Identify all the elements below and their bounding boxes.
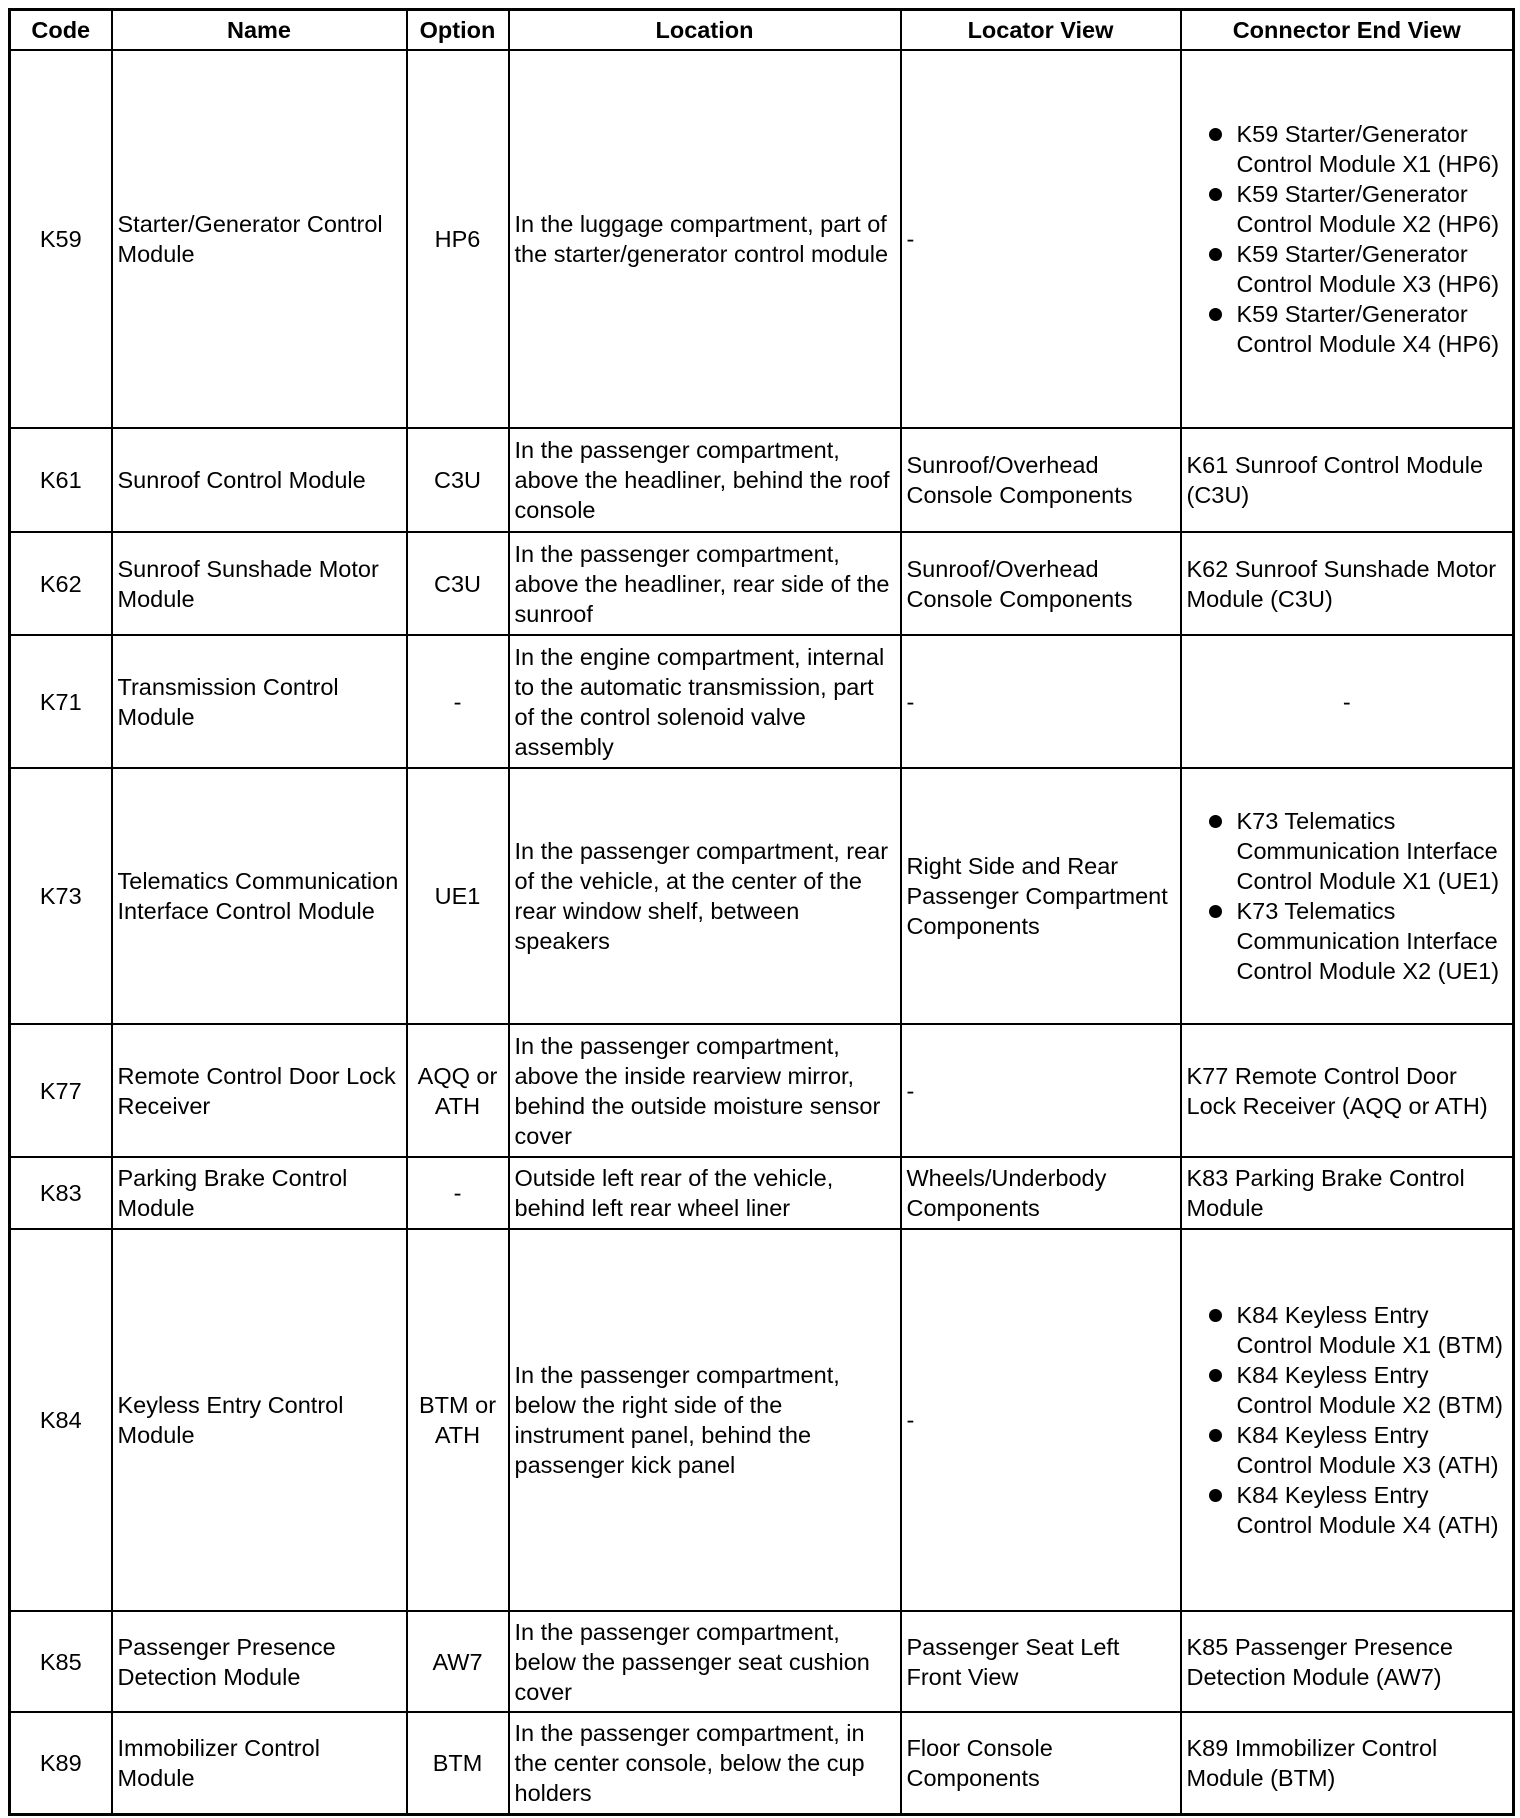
option-cell: HP6 bbox=[407, 50, 509, 428]
header-code: Code bbox=[10, 10, 112, 51]
table-row bbox=[10, 532, 1514, 635]
connector-item: K84 Keyless Entry Control Module X2 (BTM) bbox=[1208, 1360, 1508, 1420]
name-cell: Transmission Control Module bbox=[112, 635, 407, 768]
connector-item: K73 Telematics Communication Interface Control Module X2 (UE1) bbox=[1208, 896, 1508, 986]
connector-item: K59 Starter/Generator Control Module X3 (HP6) bbox=[1208, 239, 1508, 299]
option-cell: - bbox=[407, 635, 509, 768]
table-row bbox=[10, 1611, 1514, 1712]
table-row bbox=[10, 428, 1514, 532]
table-row bbox=[10, 1024, 1514, 1157]
table-row bbox=[10, 50, 1514, 428]
code-cell: K71 bbox=[10, 635, 112, 768]
connector-item: K59 Starter/Generator Control Module X1 (HP6) bbox=[1208, 119, 1508, 179]
location-cell: In the passenger compartment, below the right side of the instrument panel, behind the passenger kick panel bbox=[509, 1229, 901, 1611]
name-cell: Sunroof Sunshade Motor Module bbox=[112, 532, 407, 635]
connector-end-view-cell: K77 Remote Control Door Lock Receiver (AQQ or ATH) bbox=[1181, 1024, 1514, 1157]
location-cell: Outside left rear of the vehicle, behind left rear wheel liner bbox=[509, 1157, 901, 1229]
name-cell: Telematics Communication Interface Control Module bbox=[112, 768, 407, 1024]
location-cell: In the passenger compartment, in the center console, below the cup holders bbox=[509, 1712, 901, 1814]
name-cell: Immobilizer Control Module bbox=[112, 1712, 407, 1814]
connector-end-view-cell: K83 Parking Brake Control Module bbox=[1181, 1157, 1514, 1229]
connector-item: K84 Keyless Entry Control Module X1 (BTM) bbox=[1208, 1300, 1508, 1360]
connector-item: K84 Keyless Entry Control Module X3 (ATH) bbox=[1208, 1420, 1508, 1480]
code-cell: K89 bbox=[10, 1712, 112, 1814]
location-cell: In the passenger compartment, above the inside rearview mirror, behind the outside moisture sensor cover bbox=[509, 1024, 901, 1157]
table-row bbox=[10, 635, 1514, 768]
name-cell: Starter/Generator Control Module bbox=[112, 50, 407, 428]
connector-end-view-cell: K89 Immobilizer Control Module (BTM) bbox=[1181, 1712, 1514, 1814]
table-row bbox=[10, 768, 1514, 1024]
header-connector-end-view: Connector End View bbox=[1181, 10, 1514, 51]
location-cell: In the engine compartment, internal to the automatic transmission, part of the control solenoid valve assembly bbox=[509, 635, 901, 768]
locator-view-cell: - bbox=[901, 635, 1181, 768]
location-cell: In the passenger compartment, below the passenger seat cushion cover bbox=[509, 1611, 901, 1712]
locator-view-cell: - bbox=[901, 50, 1181, 428]
locator-view-cell: Floor Console Components bbox=[901, 1712, 1181, 1814]
name-cell: Sunroof Control Module bbox=[112, 428, 407, 532]
connector-list bbox=[1187, 119, 1508, 359]
connector-item: K59 Starter/Generator Control Module X4 (HP6) bbox=[1208, 299, 1508, 359]
table-row bbox=[10, 1712, 1514, 1814]
location-cell: In the passenger compartment, above the headliner, rear side of the sunroof bbox=[509, 532, 901, 635]
locator-view-cell: Sunroof/Overhead Console Components bbox=[901, 532, 1181, 635]
option-cell: - bbox=[407, 1157, 509, 1229]
connector-item: K59 Starter/Generator Control Module X2 (HP6) bbox=[1208, 179, 1508, 239]
header-option: Option bbox=[407, 10, 509, 51]
locator-view-cell: Passenger Seat Left Front View bbox=[901, 1611, 1181, 1712]
option-cell: C3U bbox=[407, 428, 509, 532]
name-cell: Keyless Entry Control Module bbox=[112, 1229, 407, 1611]
name-cell: Remote Control Door Lock Receiver bbox=[112, 1024, 407, 1157]
header-row bbox=[10, 10, 1514, 51]
code-cell: K84 bbox=[10, 1229, 112, 1611]
header-locator-view: Locator View bbox=[901, 10, 1181, 51]
connector-end-view-cell: - bbox=[1181, 635, 1514, 768]
connector-list bbox=[1187, 1300, 1508, 1540]
location-cell: In the passenger compartment, rear of the vehicle, at the center of the rear window shelf, between speakers bbox=[509, 768, 901, 1024]
header-name: Name bbox=[112, 10, 407, 51]
code-cell: K85 bbox=[10, 1611, 112, 1712]
option-cell: C3U bbox=[407, 532, 509, 635]
connector-item: K73 Telematics Communication Interface Control Module X1 (UE1) bbox=[1208, 806, 1508, 896]
code-cell: K83 bbox=[10, 1157, 112, 1229]
table-row bbox=[10, 1157, 1514, 1229]
name-cell: Passenger Presence Detection Module bbox=[112, 1611, 407, 1712]
code-cell: K61 bbox=[10, 428, 112, 532]
connector-end-view-cell: K85 Passenger Presence Detection Module (AW7) bbox=[1181, 1611, 1514, 1712]
table-row bbox=[10, 1229, 1514, 1611]
locator-view-cell: - bbox=[901, 1024, 1181, 1157]
locator-view-cell: Sunroof/Overhead Console Components bbox=[901, 428, 1181, 532]
connector-end-view-cell: K61 Sunroof Control Module (C3U) bbox=[1181, 428, 1514, 532]
code-cell: K77 bbox=[10, 1024, 112, 1157]
locator-view-cell: Right Side and Rear Passenger Compartment Components bbox=[901, 768, 1181, 1024]
option-cell: AW7 bbox=[407, 1611, 509, 1712]
location-cell: In the passenger compartment, above the headliner, behind the roof console bbox=[509, 428, 901, 532]
option-cell: AQQ or ATH bbox=[407, 1024, 509, 1157]
connector-list bbox=[1187, 806, 1508, 986]
connector-end-view-cell: K62 Sunroof Sunshade Motor Module (C3U) bbox=[1181, 532, 1514, 635]
option-cell: UE1 bbox=[407, 768, 509, 1024]
locator-view-cell: - bbox=[901, 1229, 1181, 1611]
code-cell: K59 bbox=[10, 50, 112, 428]
location-cell: In the luggage compartment, part of the starter/generator control module bbox=[509, 50, 901, 428]
component-locator-table bbox=[8, 8, 1515, 1816]
connector-item: K84 Keyless Entry Control Module X4 (ATH) bbox=[1208, 1480, 1508, 1540]
name-cell: Parking Brake Control Module bbox=[112, 1157, 407, 1229]
locator-view-cell: Wheels/Underbody Components bbox=[901, 1157, 1181, 1229]
option-cell: BTM or ATH bbox=[407, 1229, 509, 1611]
connector-end-view-cell bbox=[1181, 50, 1514, 428]
connector-end-view-cell bbox=[1181, 768, 1514, 1024]
code-cell: K62 bbox=[10, 532, 112, 635]
header-location: Location bbox=[509, 10, 901, 51]
connector-end-view-cell bbox=[1181, 1229, 1514, 1611]
option-cell: BTM bbox=[407, 1712, 509, 1814]
code-cell: K73 bbox=[10, 768, 112, 1024]
